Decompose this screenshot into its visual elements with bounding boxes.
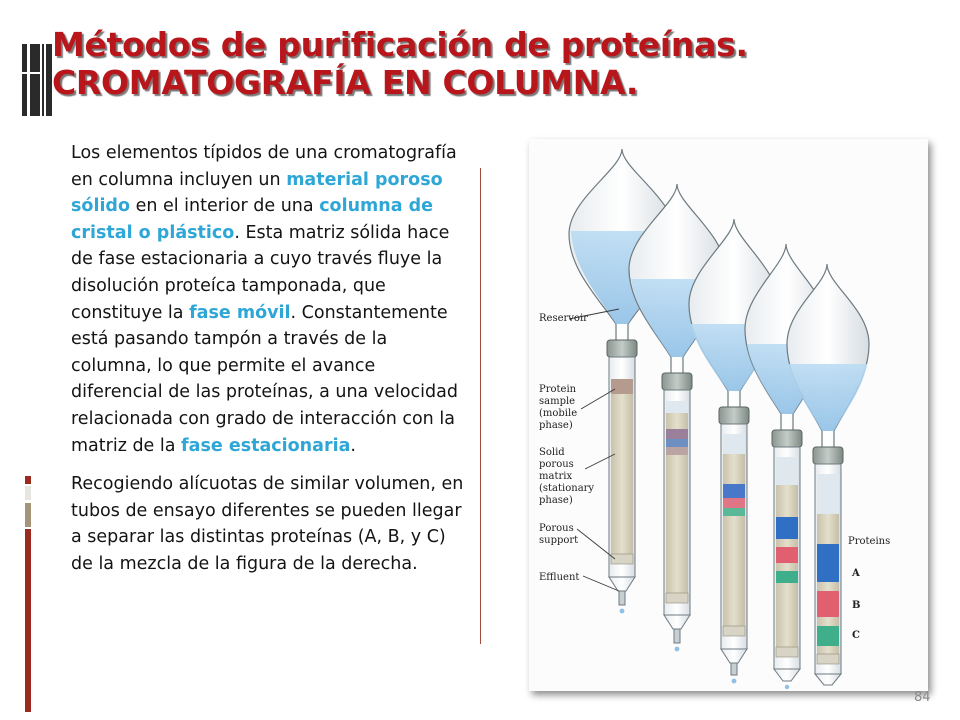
body-text	[71, 140, 471, 578]
label-effluent: Effluent	[539, 572, 580, 583]
label-solid-2: porous	[539, 459, 574, 470]
label-reservoir: Reservoir	[539, 313, 588, 324]
left-accent-bar	[22, 476, 34, 712]
paragraph-1	[71, 140, 471, 459]
title-decoration	[0, 0, 60, 130]
p1-text-a: Los elementos típidos de una cromatografía en columna incluyen un	[71, 143, 457, 190]
label-protein-sample-4: phase)	[539, 420, 573, 431]
highlight-material-poroso: material poroso sólido	[71, 169, 443, 217]
p1-text-e: .	[350, 435, 356, 456]
page-title	[52, 26, 772, 102]
chromatography-figure	[529, 139, 928, 691]
label-protein-a: A	[852, 568, 860, 579]
column-2	[629, 184, 725, 651]
label-protein-sample-3: (mobile	[539, 408, 578, 419]
p1-text-d: . Constantemente está pasando tampón a través de la columna, lo que permite el avance diferencial de las proteínas, a una velocidad relacionada con grado de interacción con la matriz de la	[71, 302, 458, 456]
highlight-columna: columna de cristal o plástico	[71, 196, 434, 243]
label-solid-4: (stationary	[539, 483, 595, 494]
label-protein-c: C	[852, 630, 860, 641]
title-line-1: Métodos de purificación de proteínas.	[52, 25, 748, 64]
label-solid-1: Solid	[539, 447, 565, 458]
page-number: 84	[914, 690, 931, 705]
vertical-divider	[480, 168, 481, 644]
p1-text-b: en el interior de una	[130, 196, 320, 217]
label-solid-3: matrix	[539, 471, 573, 482]
label-porous-1: Porous	[539, 523, 574, 534]
p1-text-c: . Esta matriz sólida hace de fase estacionaria a cuyo través fluye la disolución proteíca tamponada, que constituye la	[71, 222, 450, 323]
label-proteins: Proteins	[848, 536, 891, 547]
label-protein-sample-1: Protein	[539, 384, 577, 395]
label-porous-2: support	[539, 535, 579, 546]
title-line-2: CROMATOGRAFÍA EN COLUMNA.	[52, 63, 639, 102]
label-protein-b: B	[852, 600, 861, 611]
highlight-fase-estacionaria: fase estacionaria	[181, 435, 351, 456]
highlight-fase-movil: fase móvil	[189, 302, 291, 323]
column-illustration	[529, 139, 928, 691]
paragraph-2: Recogiendo alícuotas de similar volumen, en tubos de ensayo diferentes se pueden llegar a separar las distintas proteínas (A, B, y C) de la mezcla de la figura de la derecha.	[71, 474, 464, 574]
label-protein-sample-2: sample	[539, 396, 576, 407]
label-solid-5: phase)	[539, 495, 573, 506]
